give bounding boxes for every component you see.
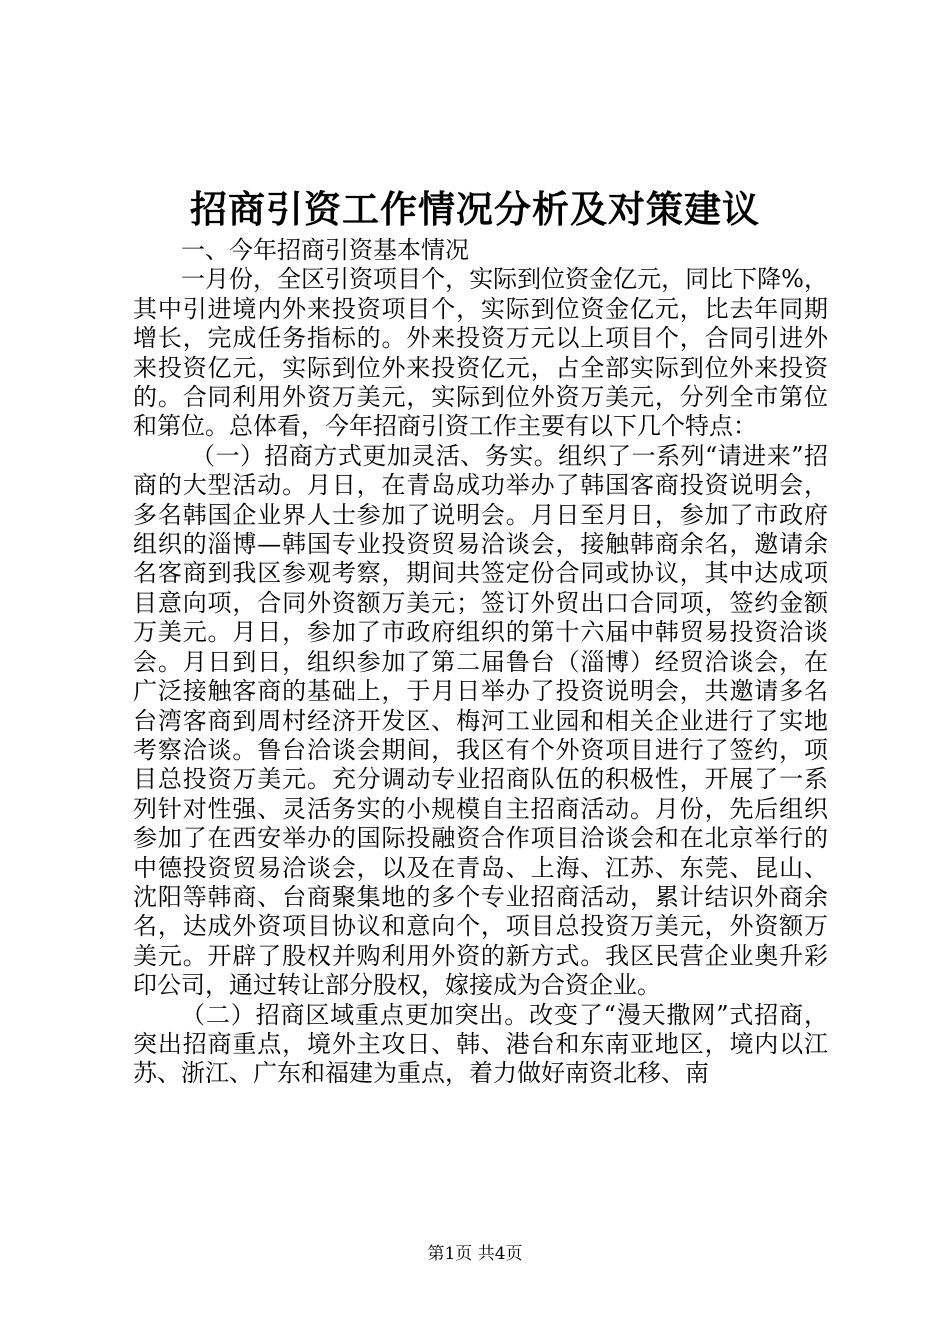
document-title: 招商引资工作情况分析及对策建议 bbox=[190, 187, 760, 231]
document-body bbox=[133, 236, 828, 1089]
page-footer: 第1页 共4页 bbox=[427, 1244, 523, 1264]
paragraph-point-two: （二）招商区域重点更加突出。改变了“漫天撒网”式招商，突出招商重点，境外主攻日、韩、港台和东南亚地区，境内以江苏、浙江、广东和福建为重点，着力做好南资北移、南 bbox=[133, 1000, 828, 1088]
paragraph-point-one: （一）招商方式更加灵活、务实。组织了一系列“请进来”招商的大型活动。月日，在青岛成功举办了韩国客商投资说明会，多名韩国企业界人士参加了说明会。月日至月日，参加了市政府组织的淄博—韩国专业投资贸易洽谈会，接触韩商余名，邀请余名客商到我区参观考察，期间共签定份合同或协议，其中达成项目意向项，合同外资额万美元；签订外贸出口合同项，签约金额万美元。月日，参加了市政府组织的第十六届中韩贸易投资洽谈会。月日到日，组织参加了第二届鲁台（淄博）经贸洽谈会，在广泛接触客商的基础上，于月日举办了投资说明会，共邀请多名台湾客商到周村经济开发区、梅河工业园和相关企业进行了实地考察洽谈。鲁台洽谈会期间，我区有个外资项目进行了签约，项目总投资万美元。充分调动专业招商队伍的积极性，开展了一系列针对性强、灵活务实的小规模自主招商活动。月份，先后组织参加了在西安举办的国际投融资合作项目洽谈会和在北京举行的中德投资贸易洽谈会，以及在青岛、上海、江苏、东莞、昆山、沈阳等韩商、台商聚集地的多个专业招商活动，累计结识外商余名，达成外资项目协议和意向个，项目总投资万美元，外资额万美元。开辟了股权并购利用外资的新方式。我区民营企业奥升彩印公司，通过转让部分股权，嫁接成为合资企业。 bbox=[133, 441, 828, 1000]
paragraph-overview: 一月份，全区引资项目个，实际到位资金亿元，同比下降%，其中引进境内外来投资项目个，实际到位资金亿元，比去年同期增长，完成任务指标的。外来投资万元以上项目个，合同引进外来投资亿元，实际到位外来投资亿元，占全部实际到位外来投资的。合同利用外资万美元，实际到位外资万美元，分列全市第位和第位。总体看，今年招商引资工作主要有以下几个特点： bbox=[133, 265, 828, 441]
section-heading: 一、今年招商引资基本情况 bbox=[181, 236, 469, 264]
